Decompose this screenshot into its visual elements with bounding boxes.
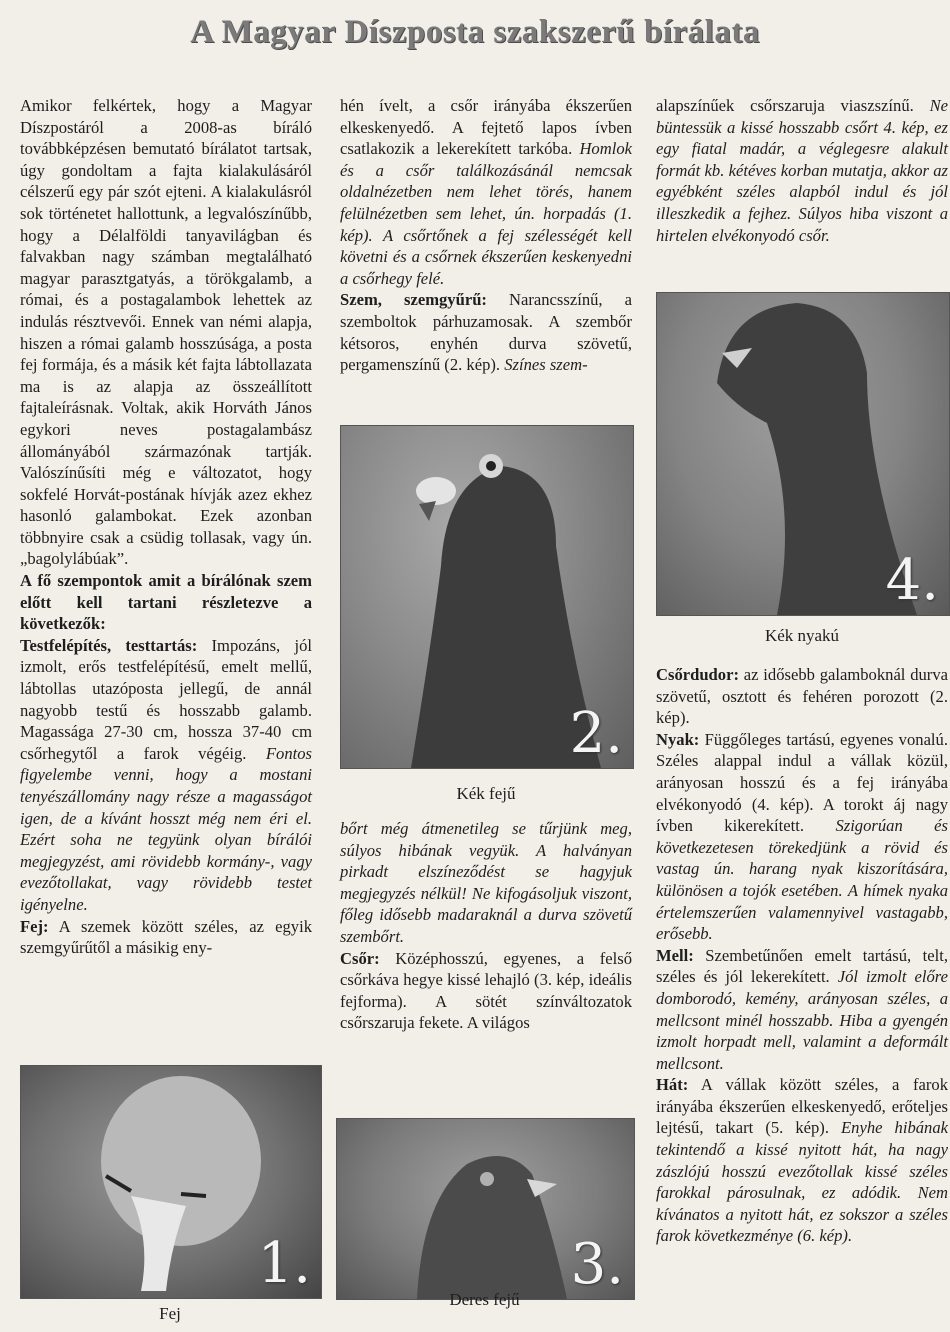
testfelepites-label: Testfelépítés, testtartás: [20,635,198,655]
hat-italic: Enyhe hibának tekintendő a kissé nyitott hát, ha nagy zászlójú hosszú evezőtollak kissé széles farokkal párosulnak, ez adódik. Nem kívánatos a nyitott hát, ez sokszor a széles farok következménye (6. kép). [656,1118,948,1246]
mell-label: Mell: [656,945,694,965]
testfelepites-paragraph [20,635,312,916]
csor-continued-text: alapszínűek csőrszaruja viaszszínű. [656,96,930,115]
photo-3-caption: Deres fejű [449,1290,520,1309]
szem-paragraph [340,289,632,375]
photo-2-caption: Kék fejű [456,784,516,803]
nyak-paragraph [656,729,948,945]
fej-continued-italic: Homlok és a csőr találkozásánál nemcsak oldalnézetben nem lehet törés, hanem felülnézetben sem lehet, ún. horpadás (1. kép). A csőrtőnek a fej szélességét kell követni és a csőrnek ékszerűen keskenyedni a csőrhegy felé. [340,139,632,288]
mell-paragraph [656,945,948,1075]
fej-text: A szemek között széles, az egyik szemgyűrűtől a másikig eny- [20,916,312,958]
csor-text: Középhosszú, egyenes, a felső csőrkáva hegye kissé lehajló (3. kép, ideális fejforma). A sötét színváltozatok csőrszaruja fekete. A világos [340,948,632,1033]
szem-italic: Színes szem- [504,355,588,375]
hat-label: Hát: [656,1075,689,1095]
szem-continued-italic: bőrt még átmenetileg se tűrjünk meg, súlyos hibának vegyük. A halványan pirkadt elszíneződést se hagyjuk megjegyzés nélkül! Ne kifogásoljuk viszont, főleg idősebb madaraknál a durva szövetű szembőrt. [340,819,632,946]
mell-italic: Jól izmolt előre domborodó, kemény, arányosan széles, a mellcsont minél hosszabb. Hiba a gyengén izmolt horpadt mell, valamint a deformált mellcsont. [656,967,948,1073]
csor-continued-italic: Ne büntessük a kissé hosszabb csőrt 4. kép, ez egy fiatal madár, a véglegesre alakult formát kb. kétéves korban mutatja, akkor az egyébként széles alapból indul és jól illeszkedik a fejhez. Súlyos hiba viszont a hirtelen elvékonyodó csőr. [656,96,948,245]
nyak-label: Nyak: [656,729,700,749]
photo-4-blue-neck [656,292,950,616]
mell-text: Szembetűnően emelt tartású, telt, széles és jól lekerekített. [656,945,948,987]
photo-1-caption: Fej [159,1304,181,1323]
nyak-text: Függőleges tartású, egyenes vonalú. Széles alappal indul a vállak közül, arányosan hosszú és a fej irányába elvékonyodó (4. kép). A torokt áj nagy ívben kikerekített. [656,729,948,836]
photo-4-number: 4. [885,548,939,613]
nyak-italic: Szigorúan és következetesen törekedjünk a rövid és vastag ún. harang nyak kiszorítására, különösen a tojók esetében. A hímek nyaka értelemszerűen valamennyivel vastagabb, erősebb. [656,816,948,944]
page-title: A Magyar Díszposta szakszerű bírálata [190,14,760,50]
photo-2-blue-head [340,425,634,769]
testfelepites-text: Impozáns, jól izmolt, erős testfelépítésű, emelt mellű, lábtollas utazóposta jellegű, de annál nagyobb testű és hosszabb galamb. Magassága 27-30 cm, hossza 37-40 cm csőrhegytől a farok végéig. [20,635,312,763]
testfelepites-italic: Fontos figyelembe venni, hogy a mostani tenyészállomány nagy része a magasságot igen, de a kívánt hosszt még nem éri el. Ezért soha ne tegyünk olyan bírálói megjegyzést, ami rövidebb kormány-, vagy evezőtollakat, vagy rövidebb testet igényelne. [20,743,312,914]
section-heading: A fő szempontok amit a bírálónak szem előtt kell tartani részletezve a következők: [20,571,312,634]
photo-1-number: 1. [257,1231,311,1296]
column-1 [20,95,312,959]
intro-paragraph: Amikor felkértek, hogy a Magyar Díszpostáról a 2008-as bíráló továbbképzésen bemutató bírálatot tartsak, úgy gondoltam a fajta kialakulásáról célszerű egy pár szót ejteni. A kialakulásról sok történetet hallottunk, a legvalószínűbb, hogy a Délalföldi tanyavilágban és falvakban nagy számban megtalálható magyar parasztgatyás, a törökgalamb, a római, és a postagalambok lehettek az indulás résztvevői. Ennek van némi alapja, hiszen a római galamb hosszúsága, a posta fej formája, és a másik két fajta lábtollazata ma is az alapja az összeállított fajtaleírásnak. Voltak, akik Horváth János egykori neves postagalambász állományából származónak tartják. Valószínűsíti még e változatot, hogy sokfelé Horvát-postának hívják azez ekhez hasonló galambokat. Ezek azonban többnyire csak a csüdig tollasak, vagy ún. „bagolylábúak”. [20,96,312,569]
csor-label: Csőr: [340,948,380,968]
csordudor-text: az idősebb galamboknál durva szövetű, osztott és fehéren porozott (2. kép). [656,665,948,728]
fej-continued-paragraph [340,95,632,289]
column-2-bottom [340,818,632,1034]
photo-3-grizzle-head [336,1118,635,1300]
photo-1-head-top-view [20,1065,322,1299]
szem-label: Szem, szemgyűrű: [340,290,487,310]
csordudor-label: Csőrdudor: [656,665,739,684]
column-3-top [656,95,948,246]
fej-label: Fej: [20,916,49,936]
csor-paragraph [340,948,632,1034]
csordudor-paragraph [656,664,948,729]
photo-3-number: 3. [570,1232,624,1297]
fej-continued-text: hén ívelt, a csőr irányába ékszerűen elkeskenyedő. A fejtető lapos ívben csatlakozik a lekerekített tarkóba. [340,96,632,159]
szem-text: Narancsszínű, a szemboltok párhuzamosak. A szembőr kétsoros, enyhén durva szövetű, pergamenszínű (2. kép). [340,290,632,375]
hat-paragraph [656,1074,948,1247]
photo-4-caption: Kék nyakú [764,626,840,645]
fej-paragraph [20,916,312,959]
hat-text: A vállak között széles, a farok irányába ékszerűen elkeskenyedő, erőteljes lejtésű, takart (5. kép). [656,1075,948,1138]
column-2-top [340,95,632,376]
photo-2-number: 2. [569,701,623,766]
csor-continued-paragraph [656,95,948,246]
column-3-bottom [656,664,948,1247]
